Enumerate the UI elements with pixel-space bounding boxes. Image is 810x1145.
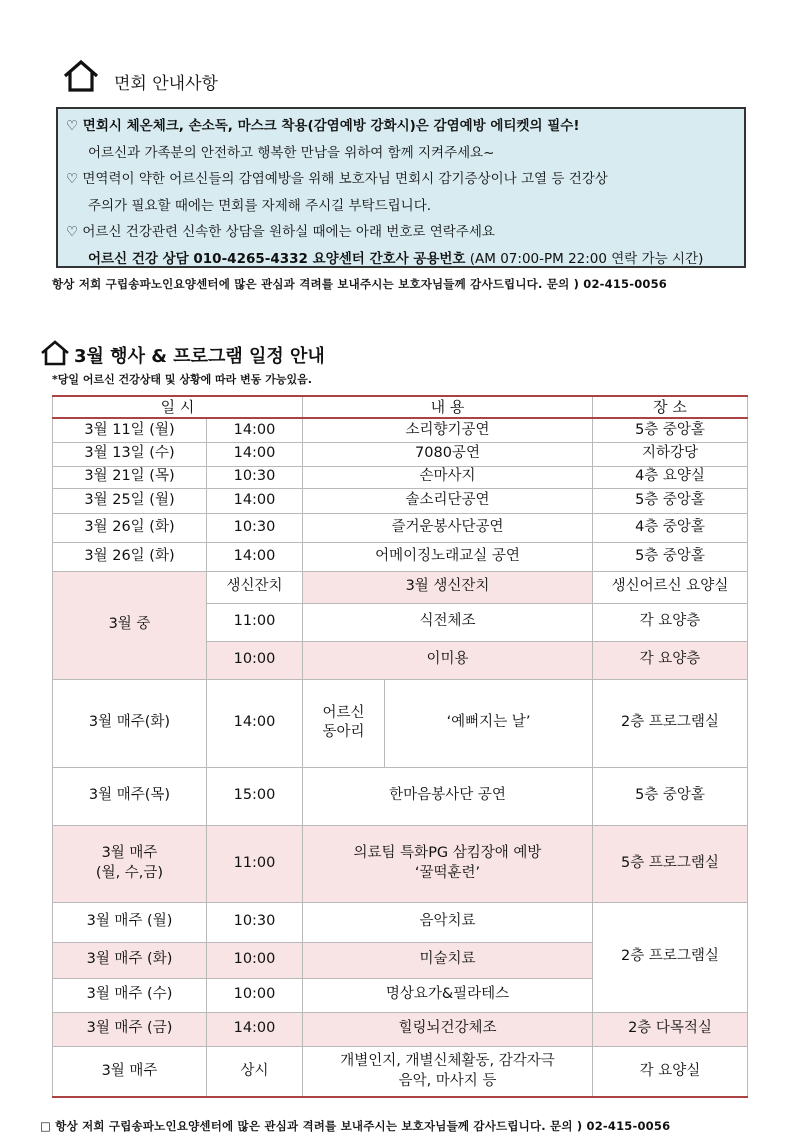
row-date: 3월 매주(화) <box>53 679 207 767</box>
header-content: 내 용 <box>303 396 593 418</box>
notice-line-5: ♡ 어르신 건강관련 신속한 상담을 원하실 때에는 아래 번호로 연락주세요 <box>66 224 495 240</box>
row-place: 생신어르신 요양실 <box>593 571 748 603</box>
row-time: 14:00 <box>207 418 303 442</box>
notice-line-4: 주의가 필요할 때에는 면회를 자제해 주시길 부탁드립니다. <box>88 197 432 214</box>
home-icon <box>40 340 70 370</box>
contact-hours: (AM 07:00-PM 22:00 연락 가능 시간) <box>465 250 704 267</box>
program-title: 3월 행사 & 프로그램 일정 안내 <box>74 346 325 367</box>
row-time: 14:00 <box>207 542 303 571</box>
row-time: 상시 <box>207 1046 303 1097</box>
header-date: 일 시 <box>53 396 303 418</box>
row-date: 3월 매주 (월) <box>53 902 207 942</box>
content-line-2: ‘꿀떡훈련’ <box>414 864 481 881</box>
row-date: 3월 13일 (수) <box>53 442 207 466</box>
notice-line-6 <box>66 246 738 273</box>
row-content <box>303 1046 593 1097</box>
row-date: 3월 21일 (목) <box>53 466 207 488</box>
table-row <box>53 1046 748 1097</box>
table-row <box>53 825 748 902</box>
row-content: 명상요가&필라테스 <box>303 978 593 1012</box>
row-date <box>53 825 207 902</box>
table-row <box>53 513 748 542</box>
thanks-text-top: 항상 저희 구립송파노인요양센터에 많은 관심과 격려를 보내주시는 보호자님들께 감사드립니다. 문의 ) 02-415-0056 <box>52 277 667 291</box>
row-place: 4층 요양실 <box>593 466 748 488</box>
row-place: 2층 프로그램실 <box>593 902 748 1012</box>
club-label-2: 동아리 <box>322 724 365 741</box>
row-time: 10:30 <box>207 513 303 542</box>
row-time: 14:00 <box>207 1012 303 1046</box>
row-content: 어메이징노래교실 공연 <box>303 542 593 571</box>
row-club <box>303 679 385 767</box>
row-place: 5층 중앙홀 <box>593 418 748 442</box>
schedule-table <box>52 395 748 1098</box>
row-place: 4층 중앙홀 <box>593 513 748 542</box>
row-content: 손마사지 <box>303 466 593 488</box>
row-time: 10:00 <box>207 641 303 679</box>
table-header-row <box>53 396 748 418</box>
row-place: 5층 프로그램실 <box>593 825 748 902</box>
row-place: 2층 프로그램실 <box>593 679 748 767</box>
row-content: 식전체조 <box>303 603 593 641</box>
row-place: 지하강당 <box>593 442 748 466</box>
row-date: 3월 25일 (월) <box>53 488 207 513</box>
row-place: 2층 다목적실 <box>593 1012 748 1046</box>
home-icon <box>62 59 100 97</box>
row-date: 3월 매주 (금) <box>53 1012 207 1046</box>
row-place: 5층 중앙홀 <box>593 767 748 825</box>
row-time: 10:00 <box>207 942 303 978</box>
row-place: 각 요양층 <box>593 603 748 641</box>
table-row <box>53 488 748 513</box>
row-time: 10:30 <box>207 466 303 488</box>
row-date: 3월 11일 (월) <box>53 418 207 442</box>
table-row <box>53 1012 748 1046</box>
row-time: 14:00 <box>207 442 303 466</box>
row-time: 15:00 <box>207 767 303 825</box>
row-date: 3월 26일 (화) <box>53 513 207 542</box>
row-content: 솔소리단공연 <box>303 488 593 513</box>
row-date: 3월 매주 <box>53 1046 207 1097</box>
table-row <box>53 767 748 825</box>
row-time: 11:00 <box>207 603 303 641</box>
table-row <box>53 571 748 603</box>
date-line-1: 3월 매주 <box>101 845 158 862</box>
table-row <box>53 442 748 466</box>
club-label-1: 어르신 <box>322 704 365 721</box>
row-time: 14:00 <box>207 488 303 513</box>
notice-line-3: ♡ 면역력이 약한 어르신들의 감염예방을 위해 보호자님 면회시 감기증상이나 고열 등 건강상 <box>66 171 608 187</box>
row-content: 소리향기공연 <box>303 418 593 442</box>
row-content <box>303 825 593 902</box>
content-line-2: 음악, 마사지 등 <box>398 1072 497 1089</box>
notice-line-1: ♡ 면회시 체온체크, 손소독, 마스크 착용(감염예방 강화시)은 감염예방 에티켓의 필수! <box>66 118 580 134</box>
row-content: 이미용 <box>303 641 593 679</box>
row-content: 한마음봉사단 공연 <box>303 767 593 825</box>
row-content: 7080공연 <box>303 442 593 466</box>
row-place: 각 요양층 <box>593 641 748 679</box>
content-line-1: 의료팀 특화PG 삼킴장애 예방 <box>353 845 542 862</box>
thanks-text-bottom: □ 항상 저희 구립송파노인요양센터에 많은 관심과 격려를 보내주시는 보호자님들께 감사드립니다. 문의 ) 02-415-0056 <box>40 1119 671 1133</box>
table-row <box>53 902 748 942</box>
row-content: 미술치료 <box>303 942 593 978</box>
row-date: 3월 매주(목) <box>53 767 207 825</box>
header-place: 장 소 <box>593 396 748 418</box>
table-row <box>53 418 748 442</box>
schedule-note: *당일 어르신 건강상태 및 상황에 따라 변동 가능있음. <box>52 373 312 386</box>
date-line-2: (월, 수,금) <box>95 864 164 881</box>
row-time: 생신잔치 <box>207 571 303 603</box>
notice-line-2: 어르신과 가족분의 안전하고 행복한 만남을 위하여 함께 지켜주세요~ <box>88 144 495 161</box>
content-line-1: 개별인지, 개별신체활동, 감각자극 <box>340 1052 555 1069</box>
row-time: 10:00 <box>207 978 303 1012</box>
row-date: 3월 매주 (화) <box>53 942 207 978</box>
visit-section-header <box>62 58 218 98</box>
row-date: 3월 매주 (수) <box>53 978 207 1012</box>
row-date: 3월 중 <box>53 571 207 679</box>
row-date: 3월 26일 (화) <box>53 542 207 571</box>
table-row <box>53 466 748 488</box>
table-row <box>53 542 748 571</box>
row-place: 5층 중앙홀 <box>593 488 748 513</box>
row-time: 14:00 <box>207 679 303 767</box>
row-content: ‘예뻐지는 날’ <box>385 679 593 767</box>
row-content: 힐링뇌건강체조 <box>303 1012 593 1046</box>
row-place: 각 요양실 <box>593 1046 748 1097</box>
program-section-header <box>40 340 325 370</box>
nurse-phone: 어르신 건강 상담 010-4265-4332 요양센터 간호사 공용번호 <box>88 250 466 267</box>
table-row <box>53 679 748 767</box>
visit-title: 면회 안내사항 <box>114 73 218 94</box>
row-time: 10:30 <box>207 902 303 942</box>
row-time: 11:00 <box>207 825 303 902</box>
row-content: 음악치료 <box>303 902 593 942</box>
row-content: 3월 생신잔치 <box>303 571 593 603</box>
row-content: 즐거운봉사단공연 <box>303 513 593 542</box>
row-place: 5층 중앙홀 <box>593 542 748 571</box>
visit-notice-box <box>56 107 746 268</box>
